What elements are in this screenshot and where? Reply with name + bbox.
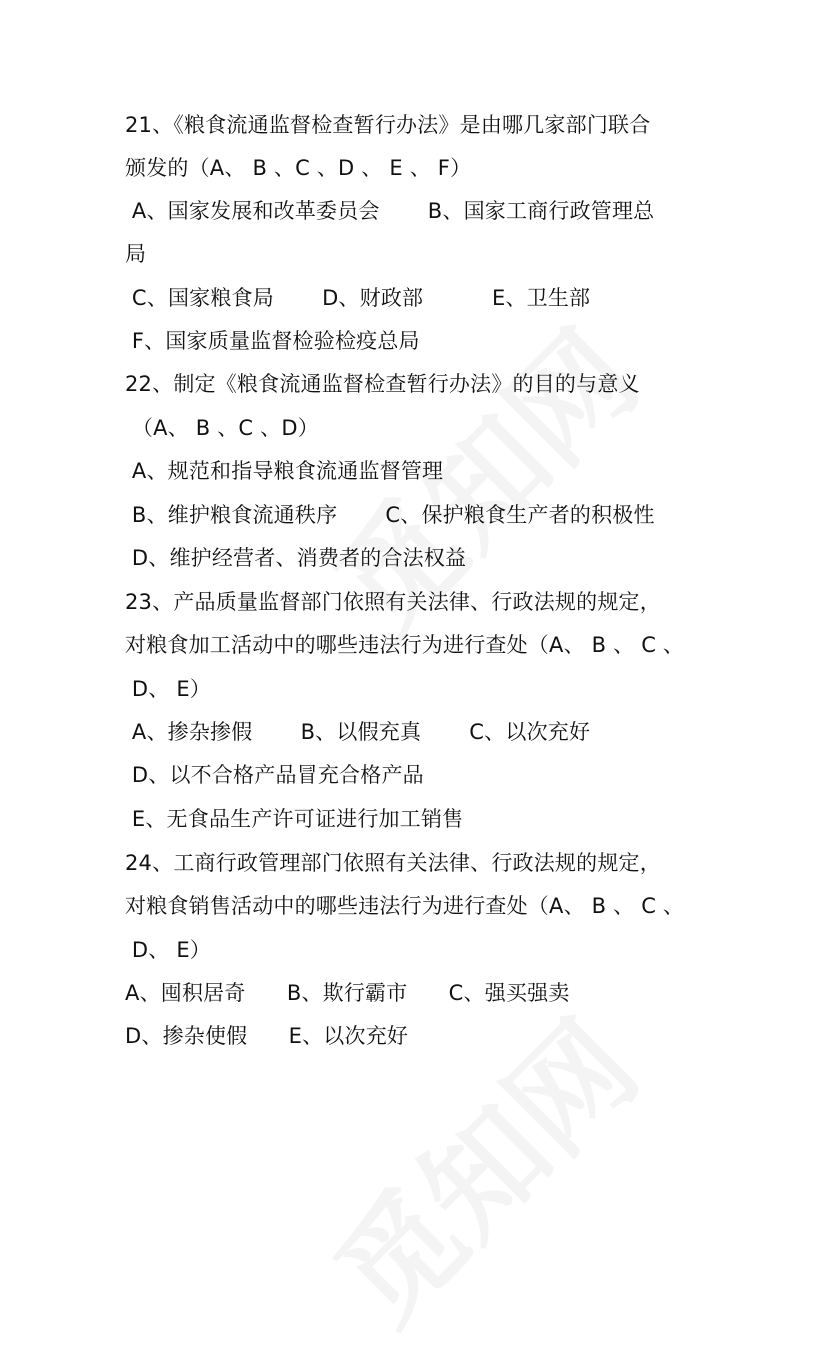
question-23-options-abc: A、掺杂掺假 B、以假充真 C、以次充好	[125, 720, 591, 744]
question-23-option-e: E、无食品生产许可证进行加工销售	[125, 807, 464, 831]
question-24-options-de: D、掺杂使假 E、以次充好	[125, 1024, 409, 1048]
question-21-line-2: 颁发的（A、 B 、C 、D 、 E 、 F）	[125, 156, 472, 180]
question-21-options-ab: A、国家发展和改革委员会 B、国家工商行政管理总	[125, 199, 655, 223]
question-24-options-abc: A、囤积居奇 B、欺行霸市 C、强买强卖	[125, 981, 570, 1005]
question-24-line-3: D、 E）	[125, 938, 211, 962]
question-24-line-2: 对粮食销售活动中的哪些违法行为进行查处（A、 B 、 C 、	[125, 894, 685, 918]
question-22-option-a: A、规范和指导粮食流通监督管理	[125, 459, 444, 483]
question-23-line-3: D、 E）	[125, 677, 211, 701]
question-21-options-b-cont: 局	[125, 242, 147, 266]
question-23-line-2: 对粮食加工活动中的哪些违法行为进行查处（A、 B 、 C 、	[125, 633, 685, 657]
question-22-line-2: （A、 B 、C 、D）	[125, 416, 319, 440]
question-24-line-1: 24、工商行政管理部门依照有关法律、行政法规的规定，	[125, 851, 661, 875]
question-23-line-1: 23、产品质量监督部门依照有关法律、行政法规的规定，	[125, 590, 661, 614]
question-21-options-cde: C、国家粮食局 D、财政部 E、卫生部	[125, 286, 591, 310]
question-22-option-d: D、维护经营者、消费者的合法权益	[125, 546, 467, 570]
question-22-options-bc: B、维护粮食流通秩序 C、保护粮食生产者的积极性	[125, 503, 655, 527]
question-22-line-1: 22、制定《粮食流通监督检查暂行办法》的目的与意义	[125, 372, 640, 396]
question-21-line-1: 21、《粮食流通监督检查暂行办法》是由哪几家部门联合	[125, 113, 651, 137]
question-21-option-f: F、国家质量监督检验检疫总局	[125, 329, 420, 353]
question-23-option-d: D、以不合格产品冒充合格产品	[125, 763, 424, 787]
